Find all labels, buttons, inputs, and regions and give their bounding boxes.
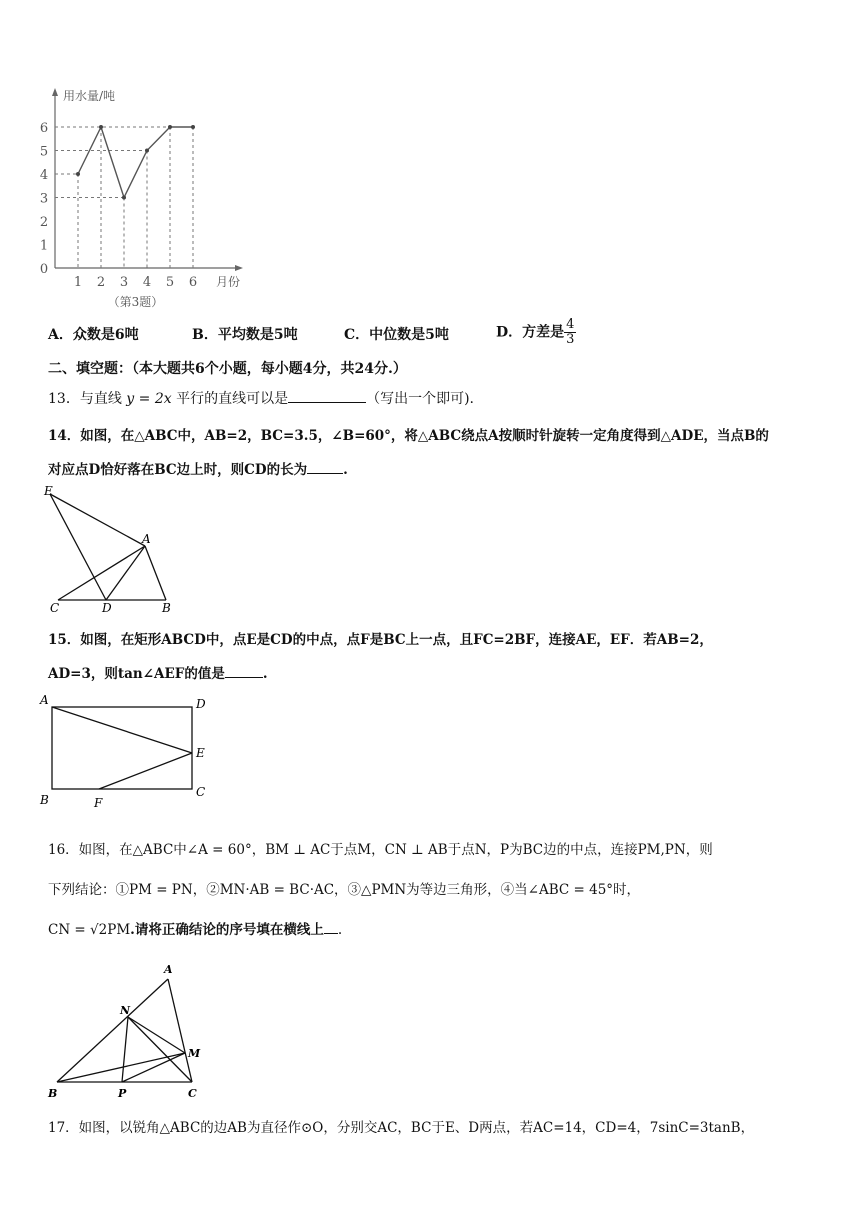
- label-D: D: [102, 601, 112, 615]
- section-heading: 二、填空题：（本大题共6个小题，每小题4分，共24分.）: [48, 361, 407, 377]
- data-point: [122, 196, 126, 200]
- option-c: C．中位数是5吨: [344, 327, 449, 343]
- question-17-line1: 17．如图，以锐角△ABC的边AB为直径作⊙O，分别交AC，BC于E、D两点，若AC=14，CD=4，7sinC=3tanB，: [48, 1120, 755, 1136]
- question-16-line1: 16．如图，在△ABC中∠A = 60°，BM ⊥ AC于点M，CN ⊥ AB于点N，P为BC边的中点，连接PM,PN，则: [48, 842, 713, 858]
- x-tick-label: 6: [188, 275, 198, 290]
- data-point: [99, 125, 103, 129]
- fraction-numerator: 4: [566, 317, 575, 332]
- chart-caption: （第3题）: [107, 295, 164, 309]
- option-b: B．平均数是5吨: [192, 327, 298, 343]
- y-tick-label: 5: [39, 144, 49, 160]
- question-16-line3: [48, 918, 342, 938]
- y-tick-label: 3: [39, 191, 49, 207]
- question-14-line1: 14．如图，在△ABC中，AB=2，BC=3.5，∠B=60°，将△ABC绕点A按顺时针旋转一定角度得到△ADE，当点B的: [48, 428, 769, 444]
- label-M: M: [188, 1047, 201, 1060]
- question-13: [48, 388, 474, 408]
- option-d-label: D．方差是: [496, 324, 565, 341]
- q16-text: .请将正确结论的序号填在横线上: [130, 922, 324, 938]
- question-15-line2: [48, 662, 268, 682]
- q14-end: .: [343, 462, 348, 478]
- fraction-denominator: 3: [566, 332, 575, 347]
- q15-text: AD=3，则tan∠AEF的值是: [48, 666, 225, 682]
- option-d: [496, 318, 576, 347]
- option-d-fraction: [564, 318, 576, 347]
- water-usage-chart: [30, 80, 260, 320]
- label-D: D: [196, 697, 206, 711]
- label-B: B: [48, 1087, 58, 1100]
- q14-triangle-figure: [38, 482, 188, 616]
- x-tick-label: 3: [119, 275, 129, 290]
- x-axis-arrow: [235, 265, 243, 271]
- answer-blank[interactable]: [307, 459, 343, 474]
- x-tick-label: 1: [73, 275, 83, 290]
- x-tick-label: 4: [142, 275, 152, 290]
- question-16-line2: 下列结论：①PM = PN，②MN·AB = BC·AC，③△PMN为等边三角形，④当∠ABC = 45°时，: [48, 882, 641, 898]
- y-tick-label: 1: [39, 238, 49, 254]
- q15-end: .: [262, 666, 268, 682]
- q14-text: 对应点D恰好落在BC边上时，则CD的长为: [48, 462, 308, 478]
- q13-formula: y = 2x: [126, 391, 172, 407]
- q16-prefix: CN =: [48, 922, 91, 938]
- q15-rectangle-figure: [36, 690, 216, 814]
- label-C: C: [196, 785, 206, 799]
- q13-suffix: （写出一个即可).: [366, 391, 474, 407]
- answer-blank[interactable]: [225, 663, 263, 678]
- y-tick-label: 4: [39, 168, 49, 183]
- label-E: E: [196, 746, 205, 760]
- data-point: [168, 125, 172, 129]
- q13-prefix: 13．与直线: [48, 391, 122, 407]
- label-B: B: [162, 601, 171, 615]
- y-tick-label: 6: [39, 121, 49, 136]
- data-point: [191, 125, 195, 129]
- label-P: P: [118, 1087, 127, 1100]
- q16-formula: √2PM: [90, 922, 131, 938]
- label-F: F: [94, 796, 103, 810]
- y-tick-label: 0: [39, 262, 49, 277]
- question-14-line2: [48, 458, 348, 478]
- x-tick-label: 2: [96, 275, 106, 290]
- question-15-line1: 15．如图，在矩形ABCD中，点E是CD的中点，点F是BC上一点，且FC=2BF，连接AE，EF．若AB=2，: [48, 632, 713, 648]
- q16-end: .: [337, 922, 343, 938]
- q13-mid: 平行的直线可以是: [176, 391, 289, 407]
- label-A: A: [40, 693, 49, 707]
- label-C: C: [50, 601, 60, 615]
- option-a: A．众数是6吨: [48, 327, 139, 343]
- y-axis-label: 用水量/吨: [63, 89, 116, 103]
- y-axis-arrow: [52, 88, 58, 96]
- y-tick-label: 2: [39, 215, 49, 230]
- data-point: [76, 172, 80, 176]
- data-point: [145, 149, 149, 153]
- x-tick-label: 5: [165, 275, 175, 290]
- label-A: A: [142, 532, 151, 546]
- label-N: N: [120, 1004, 131, 1017]
- label-C: C: [188, 1087, 197, 1100]
- q16-triangle-figure: [40, 960, 210, 1100]
- series-line: [78, 127, 193, 198]
- answer-blank[interactable]: [324, 919, 338, 934]
- answer-blank[interactable]: [288, 388, 366, 403]
- label-A: A: [164, 963, 173, 976]
- x-axis-label: 月份: [216, 275, 241, 289]
- label-E: E: [44, 484, 53, 498]
- label-B: B: [40, 793, 49, 807]
